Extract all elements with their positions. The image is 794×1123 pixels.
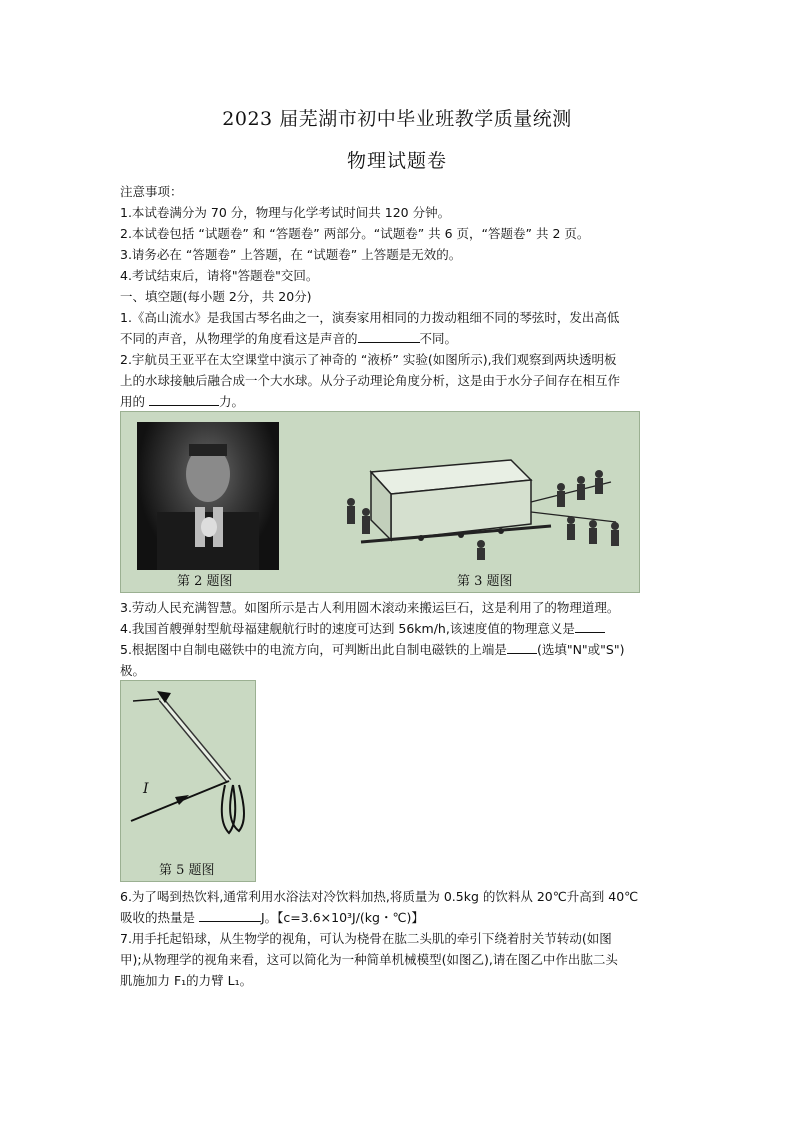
question-1-text: 不同的声音，从物理学的角度看这是声音的 [120, 331, 358, 346]
questions-6-7 [120, 886, 680, 991]
section-heading: 一、填空题(每小题 2分，共 20分) [120, 289, 312, 304]
notice-item: 4.考试结束后，请将"答题卷"交回。 [120, 268, 319, 283]
question-2-line-3 [120, 391, 680, 412]
figure-3-caption: 第 3 题图 [457, 574, 513, 589]
question-7-line-2: 甲);从物理学的视角来看，这可以简化为一种简单机械模型(如图乙),请在图乙中作出肱二头 [120, 952, 618, 967]
notice-heading: 注意事项： [120, 184, 183, 199]
question-5-line-2: 极。 [120, 663, 146, 678]
answer-blank [199, 907, 261, 922]
questions-3-5 [120, 597, 680, 681]
question-6-line-1: 6.为了喝到热饮料,通常利用水浴法对冷饮料加热,将质量为 0.5kg 的饮料从 20℃升高到 40℃ [120, 889, 639, 904]
astronaut-illustration [137, 422, 279, 570]
answer-blank [358, 328, 420, 343]
exam-subtitle: 物理试题卷 [346, 150, 447, 172]
question-2-text: 用的 [120, 394, 149, 409]
question-2-line-2: 上的水球接触后融合成一个大水球。从分子动理论角度分析，这是由于水分子间存在相互作 [120, 373, 621, 388]
question-7-line-1: 7.用手托起铅球，从生物学的视角，可认为桡骨在肱二头肌的牵引下绕着肘关节转动(如图 [120, 931, 612, 946]
notice-item: 3.请务必在 “答题卷” 上答题，在 “试题卷” 上答题是无效的。 [120, 247, 462, 262]
answer-blank [575, 618, 605, 633]
liquid-bridge-photo [137, 422, 279, 570]
stone-moving-illustration [331, 432, 631, 562]
notice-item: 2.本试卷包括 “试题卷” 和 “答题卷” 两部分。“试题卷” 共 6 页，“答题卷” 共 2 页。 [120, 226, 590, 241]
question-5-line-1 [120, 639, 680, 660]
question-5-text: 5.根据图中自制电磁铁中的电流方向，可判断出此自制电磁铁的上端是 [120, 642, 507, 657]
question-4 [120, 618, 680, 639]
exam-title: 2023 届芜湖市初中毕业班教学质量统测 [222, 108, 572, 130]
current-label: I [143, 781, 149, 797]
question-2-line-1: 2.宇航员王亚平在太空课堂中演示了神奇的 “液桥” 实验(如图所示),我们观察到两块透明板 [120, 352, 617, 367]
figure-2-caption: 第 2 题图 [177, 574, 233, 589]
question-3: 3.劳动人民充满智慧。如图所示是古人利用圆木滚动来搬运巨石，这是利用了的物理道理。 [120, 600, 620, 615]
question-1-text-end: 不同。 [419, 331, 458, 346]
question-6-text-end: J。【c=3.6×10³J/(kg・℃)】 [260, 910, 424, 925]
question-1-line-2 [120, 328, 680, 349]
question-6-text: 吸收的热量是 [120, 910, 199, 925]
notice-item: 1.本试卷满分为 70 分，物理与化学考试时间共 120 分钟。 [120, 205, 451, 220]
question-5-option: (选填"N"或"S") [536, 642, 625, 657]
answer-blank [507, 639, 537, 654]
question-2-text-end: 力。 [218, 394, 244, 409]
notice-block [120, 181, 680, 412]
electromagnet-illustration [121, 681, 255, 856]
question-7-line-3: 肌施加力 F₁的力臂 L₁。 [120, 973, 253, 988]
question-6-line-2 [120, 907, 680, 928]
question-1-line-1: 1.《高山流水》是我国古琴名曲之一，演奏家用相同的力拨动粗细不同的琴弦时，发出高低 [120, 310, 620, 325]
figure-2-3 [120, 411, 640, 593]
answer-blank [149, 391, 219, 406]
figure-5 [120, 680, 256, 882]
figure-5-caption: 第 5 题图 [159, 863, 215, 878]
question-4-text: 4.我国首艘弹射型航母福建舰航行时的速度可达到 56km/h,该速度值的物理意义是 [120, 621, 575, 636]
